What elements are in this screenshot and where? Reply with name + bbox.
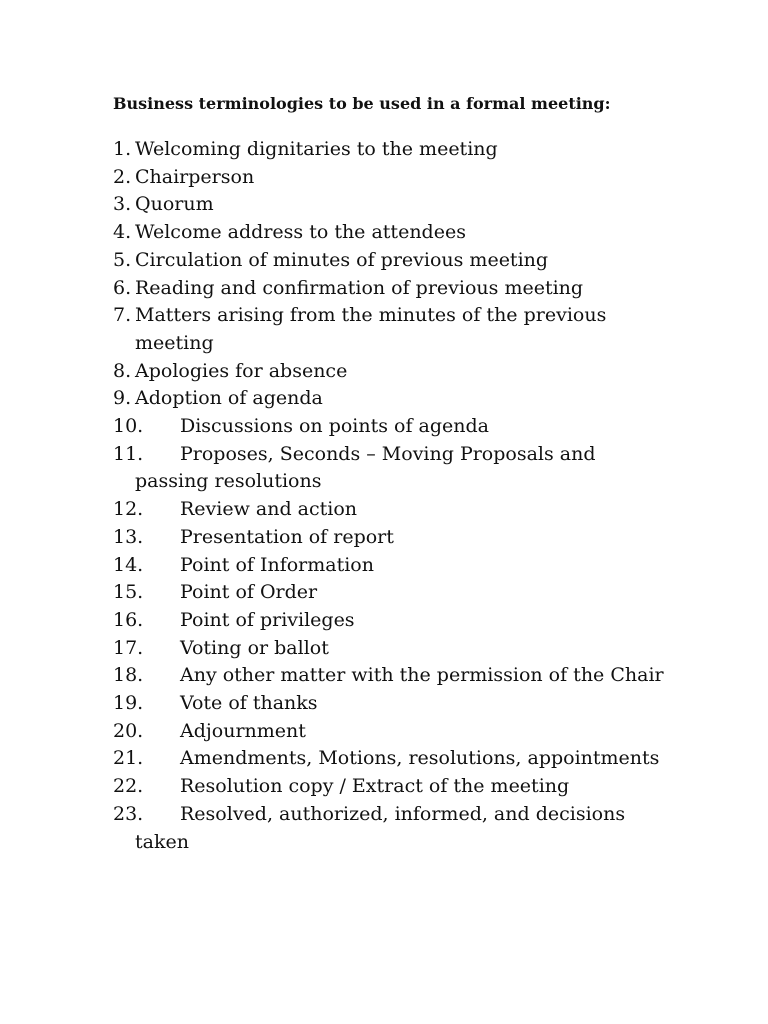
item-text: Welcoming dignitaries to the meeting bbox=[135, 138, 498, 160]
item-number: 4. bbox=[113, 221, 132, 244]
item-text: Reading and confirmation of previous meeting bbox=[135, 276, 584, 299]
item-number: 11. bbox=[113, 442, 144, 465]
item-text: Adoption of agenda bbox=[135, 387, 323, 410]
item-text: Point of privileges bbox=[180, 608, 355, 631]
item-number: 13. bbox=[113, 525, 144, 548]
list-item bbox=[113, 607, 673, 635]
list-item bbox=[113, 247, 673, 275]
item-number: 7. bbox=[113, 304, 132, 327]
item-text: Point of Information bbox=[180, 553, 374, 576]
document-title: Business terminologies to be used in a formal meeting: bbox=[113, 94, 611, 113]
item-number: 9. bbox=[113, 387, 132, 410]
list-item bbox=[113, 219, 673, 247]
list-item bbox=[113, 441, 673, 496]
list-item bbox=[113, 275, 673, 303]
item-number: 12. bbox=[113, 498, 144, 521]
list-item bbox=[113, 358, 673, 386]
list-item bbox=[113, 801, 673, 856]
item-text: Welcome address to the attendees bbox=[135, 221, 466, 244]
item-number: 20. bbox=[113, 719, 144, 742]
item-number: 15. bbox=[113, 581, 144, 604]
list-item bbox=[113, 385, 673, 413]
list-item bbox=[113, 552, 673, 580]
item-number: 23. bbox=[113, 802, 144, 825]
item-number: 22. bbox=[113, 775, 144, 798]
list-item bbox=[113, 164, 673, 192]
list-item bbox=[113, 718, 673, 746]
list-item bbox=[113, 662, 673, 690]
list-item bbox=[113, 745, 673, 773]
item-text: Matters arising from the minutes of the previous meeting bbox=[135, 304, 607, 354]
list-item bbox=[113, 496, 673, 524]
item-number: 21. bbox=[113, 747, 144, 770]
list-item bbox=[113, 579, 673, 607]
item-text: Vote of thanks bbox=[180, 692, 318, 715]
item-number: 2. bbox=[113, 165, 132, 188]
item-number: 10. bbox=[113, 415, 144, 438]
item-text: Review and action bbox=[180, 498, 358, 521]
terminology-list bbox=[113, 136, 673, 856]
item-text: Point of Order bbox=[180, 581, 318, 604]
item-number: 1. bbox=[113, 138, 132, 160]
item-number: 5. bbox=[113, 248, 132, 271]
item-text: Chairperson bbox=[135, 165, 255, 188]
item-text: Resolved, authorized, informed, and decisions taken bbox=[135, 802, 626, 853]
item-text: Resolution copy / Extract of the meeting bbox=[180, 775, 570, 798]
item-number: 18. bbox=[113, 664, 144, 687]
item-text: Quorum bbox=[135, 193, 214, 216]
item-number: 8. bbox=[113, 359, 132, 382]
item-number: 17. bbox=[113, 636, 144, 659]
item-number: 16. bbox=[113, 608, 144, 631]
item-number: 3. bbox=[113, 193, 132, 216]
list-item bbox=[113, 191, 673, 219]
item-text: Adjournment bbox=[180, 719, 306, 742]
list-item bbox=[113, 690, 673, 718]
list-item bbox=[113, 524, 673, 552]
item-text: Any other matter with the permission of the Chair bbox=[180, 664, 664, 687]
list-item bbox=[113, 413, 673, 441]
item-number: 14. bbox=[113, 553, 144, 576]
list-item bbox=[113, 302, 673, 357]
item-text: Circulation of minutes of previous meeting bbox=[135, 248, 549, 271]
list-item bbox=[113, 773, 673, 801]
item-text: Presentation of report bbox=[180, 525, 394, 548]
document-page bbox=[113, 92, 673, 856]
item-text: Apologies for absence bbox=[135, 359, 348, 382]
item-number: 19. bbox=[113, 692, 144, 715]
item-number: 6. bbox=[113, 276, 132, 299]
item-text: Voting or ballot bbox=[180, 636, 329, 659]
item-text: Proposes, Seconds – Moving Proposals and passing resolutions bbox=[135, 442, 596, 493]
item-text: Amendments, Motions, resolutions, appointments bbox=[180, 747, 660, 770]
list-item bbox=[113, 136, 673, 164]
list-item bbox=[113, 635, 673, 663]
item-text: Discussions on points of agenda bbox=[180, 415, 490, 438]
